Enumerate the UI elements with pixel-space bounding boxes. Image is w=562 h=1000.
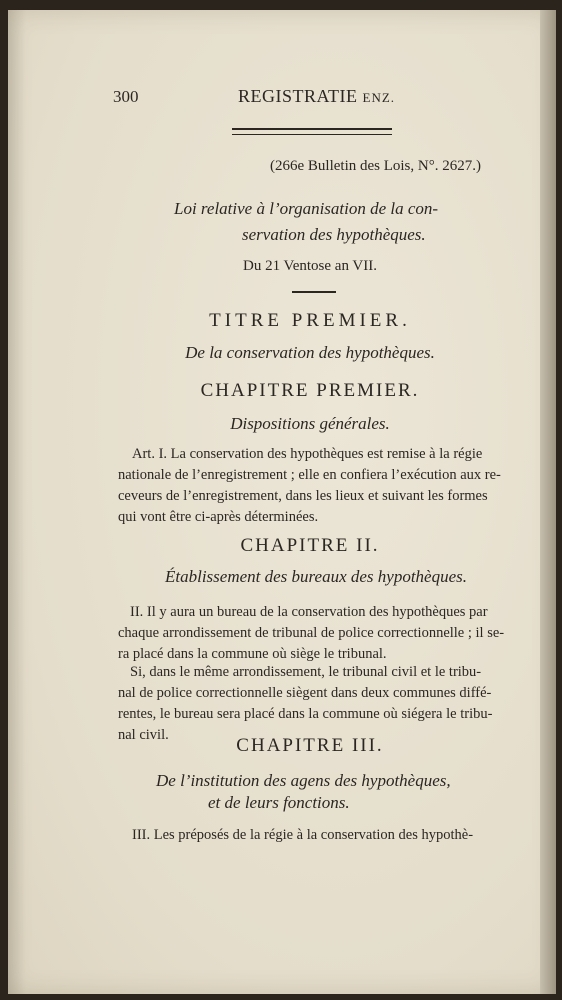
article-2b-line: nal de police correctionnelle siègent dans deux communes diffé- bbox=[118, 685, 492, 701]
running-head-title: REGISTRATIE bbox=[238, 86, 358, 106]
article-1 bbox=[118, 444, 514, 528]
law-title-line-1: Loi relative à l’organisation de la con- bbox=[174, 199, 439, 218]
bulletin-reference: (266e Bulletin des Lois, N°. 2627.) bbox=[270, 158, 481, 174]
article-3 bbox=[118, 825, 514, 846]
chapitre-3-subtitle-line-2: et de leurs fonctions. bbox=[208, 793, 350, 812]
chapitre-1-heading: CHAPITRE PREMIER. bbox=[200, 380, 420, 401]
article-2-line: II. Il y aura un bureau de la conservation des hypothèques par bbox=[130, 604, 488, 620]
header-rule bbox=[232, 128, 392, 135]
article-2-line: ra placé dans la commune où siège le tribunal. bbox=[118, 646, 387, 662]
titre-heading: TITRE PREMIER. bbox=[209, 310, 411, 331]
article-1-line: qui vont être ci-après déterminées. bbox=[118, 509, 319, 525]
date-line: Du 21 Ventose an VII. bbox=[242, 258, 377, 274]
chapitre-2-subtitle: Établissement des bureaux des hypothèques. bbox=[165, 567, 467, 586]
titre-subtitle: De la conservation des hypothèques. bbox=[185, 343, 435, 362]
article-3-line: III. Les préposés de la régie à la conservation des hypothè- bbox=[132, 827, 474, 843]
chapitre-3-subtitle-line-1: De l’institution des agens des hypothèques, bbox=[156, 771, 451, 790]
article-2 bbox=[118, 602, 514, 665]
section-rule bbox=[292, 291, 336, 293]
article-2b-line: Si, dans le même arrondissement, le tribunal civil et le tribu- bbox=[130, 664, 482, 680]
running-head bbox=[238, 86, 395, 107]
chapitre-3-subtitle bbox=[150, 770, 490, 814]
law-title-line-2: servation des hypothèques. bbox=[242, 225, 426, 244]
article-2b-line: rentes, le bureau sera placé dans la commune où siégera le tribu- bbox=[118, 706, 493, 722]
article-1-line: Art. I. La conservation des hypothèques est remise à la régie bbox=[132, 446, 483, 462]
page-number: 300 bbox=[113, 87, 139, 106]
chapitre-3-heading: CHAPITRE III. bbox=[236, 735, 384, 756]
chapitre-2-heading: CHAPITRE II. bbox=[240, 535, 380, 556]
article-2-paragraph-2 bbox=[118, 662, 514, 746]
law-title bbox=[160, 196, 490, 248]
chapitre-1-subtitle: Dispositions générales. bbox=[230, 414, 390, 433]
article-1-line: nationale de l’enregistrement ; elle en confiera l’exécution aux re- bbox=[118, 467, 501, 483]
page-edge bbox=[540, 10, 556, 994]
article-2-line: chaque arrondissement de tribunal de police correctionnelle ; il se- bbox=[118, 625, 505, 641]
article-2b-line: nal civil. bbox=[118, 727, 169, 743]
running-head-suffix: ENZ. bbox=[362, 90, 396, 105]
article-1-line: ceveurs de l’enregistrement, dans les lieux et suivant les formes bbox=[118, 488, 488, 504]
